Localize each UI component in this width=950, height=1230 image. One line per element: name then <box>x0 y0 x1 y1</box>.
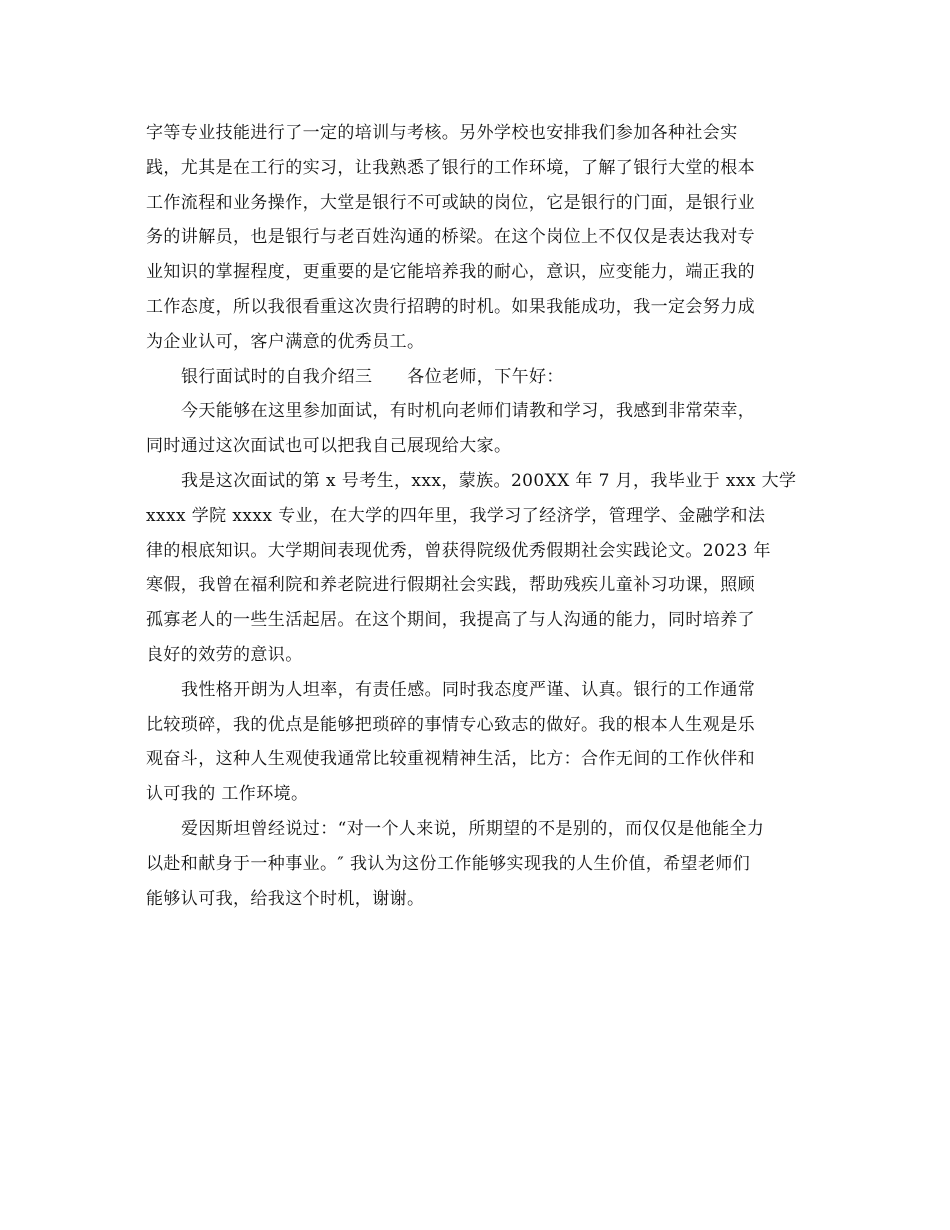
text-line-15: 孤寡老人的一些生活起居。在这个期间，我提高了与人沟通的能力，同时培养了 <box>146 610 755 631</box>
text-line-11: 我是这次面试的第 x 号考生，xxx，蒙族。200XX 年 7 月，我毕业于 xxx 大学 <box>181 470 797 491</box>
text-line-4: 务的讲解员，也是银行与老百姓沟通的桥梁。在这个岗位上不仅仅是表达我对专 <box>146 227 755 248</box>
text-line-10: 同时通过这次面试也可以把我自己展现给大家。 <box>146 436 512 457</box>
text-line-19: 观奋斗，这种人生观使我通常比较重视精神生活，比方：合作无间的工作伙伴和 <box>146 749 755 770</box>
text-line-6: 工作态度，所以我很看重这次贵行招聘的时机。如果我能成功，我一定会努力成 <box>146 296 755 317</box>
text-line-14: 寒假，我曾在福利院和养老院进行假期社会实践，帮助残疾儿童补习功课，照顾 <box>146 575 755 596</box>
text-line-22: 以赴和献身于一种事业。″ 我认为这份工作能够实现我的人生价值，希望老师们 <box>146 853 751 874</box>
section-heading-line: 银行面试时的自我介绍三 各位老师，下午好： <box>181 366 564 387</box>
text-line-21: 爱因斯坦曾经说过：“对一个人来说，所期望的不是别的，而仅仅是他能全力 <box>181 818 765 839</box>
text-line-20: 认可我的 工作环境。 <box>146 784 309 805</box>
document-body <box>146 116 806 916</box>
text-line-23: 能够认可我，给我这个时机，谢谢。 <box>146 888 425 909</box>
text-line-7: 为企业认可，客户满意的优秀员工。 <box>146 331 425 352</box>
text-line-16: 良好的效劳的意识。 <box>146 644 303 665</box>
text-line-9: 今天能够在这里参加面试，有时机向老师们请教和学习，我感到非常荣幸， <box>181 401 756 422</box>
text-line-5: 业知识的掌握程度，更重要的是它能培养我的耐心，意识，应变能力，端正我的 <box>146 262 755 283</box>
text-line-1: 字等专业技能进行了一定的培训与考核。另外学校也安排我们参加各种社会实 <box>146 123 738 143</box>
text-line-12: xxxx 学院 xxxx 专业，在大学的四年里，我学习了经济学，管理学、金融学和法 <box>146 505 766 526</box>
text-line-13: 律的根底知识。大学期间表现优秀，曾获得院级优秀假期社会实践论文。2023 年 <box>146 540 771 561</box>
text-line-17: 我性格开朗为人坦率，有责任感。同时我态度严谨、认真。银行的工作通常 <box>181 679 756 700</box>
text-line-3: 工作流程和业务操作，大堂是银行不可或缺的岗位，它是银行的门面，是银行业 <box>146 192 755 213</box>
text-line-2: 践，尤其是在工行的实习，让我熟悉了银行的工作环境，了解了银行大堂的根本 <box>146 157 755 178</box>
text-line-18: 比较琐碎，我的优点是能够把琐碎的事情专心致志的做好。我的根本人生观是乐 <box>146 714 755 735</box>
